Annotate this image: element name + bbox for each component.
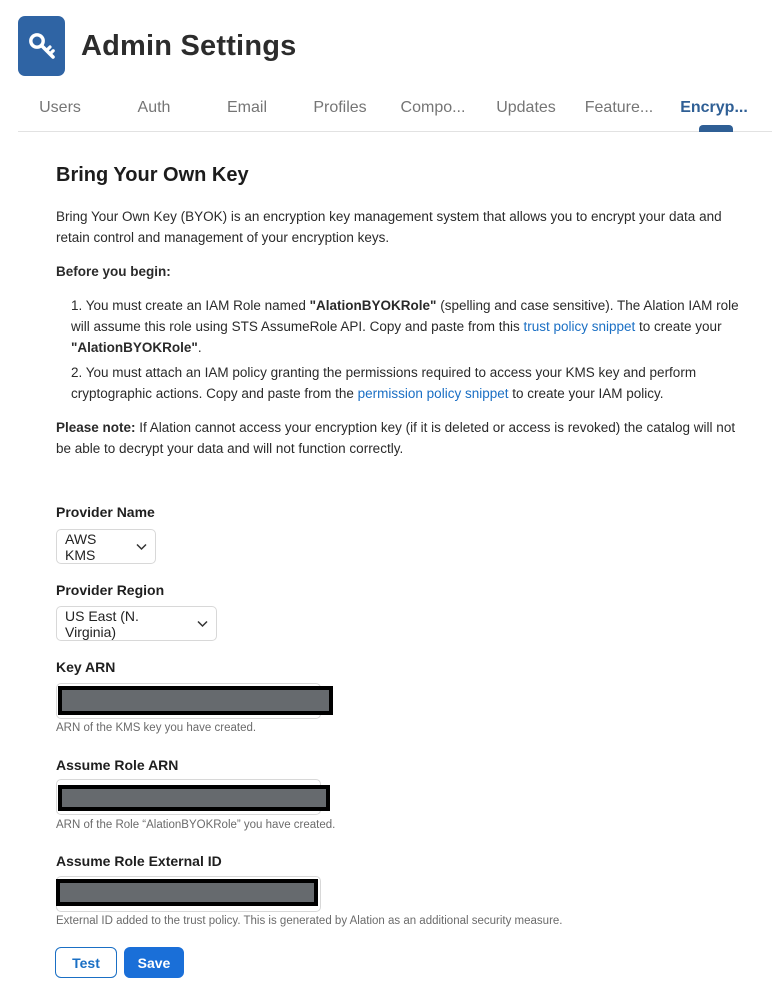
tab-encryption[interactable]: Encryp... <box>680 99 748 116</box>
intro-text: Bring Your Own Key (BYOK) is an encryption key management system that allows you to encrypt your data and retain control and management of your encryption keys. <box>56 209 722 245</box>
permission-policy-snippet-link[interactable]: permission policy snippet <box>357 386 509 401</box>
provider-region-label: Provider Region <box>56 582 165 598</box>
tab-updates[interactable]: Updates <box>496 99 556 116</box>
step-2-text <box>71 362 741 404</box>
section-title: Bring Your Own Key <box>56 164 249 186</box>
test-button[interactable]: Test <box>55 947 117 978</box>
external-id-label: Assume Role External ID <box>56 853 222 869</box>
tab-users[interactable]: Users <box>39 99 81 116</box>
before-you-begin-label: Before you begin: <box>56 264 171 279</box>
page-header <box>18 16 296 76</box>
tab-components[interactable]: Compo... <box>400 99 466 116</box>
provider-name-select[interactable] <box>56 529 156 564</box>
save-button[interactable]: Save <box>124 947 184 978</box>
chevron-down-icon <box>197 620 208 628</box>
byok-section <box>56 164 746 456</box>
please-note-text <box>56 417 736 459</box>
role-name: "AlationBYOKRole" <box>309 298 437 313</box>
note-label: Please note: <box>56 420 136 435</box>
key-arn-hint: ARN of the KMS key you have created. <box>56 722 257 734</box>
active-tab-indicator <box>699 125 733 132</box>
chevron-down-icon <box>136 543 147 551</box>
provider-name-value: AWS KMS <box>65 530 97 563</box>
key-icon <box>18 16 65 76</box>
tab-features[interactable]: Feature... <box>584 99 654 116</box>
assume-role-arn-hint: ARN of the Role “AlationBYOKRole” you have created. <box>56 819 336 831</box>
redacted-value <box>58 785 330 811</box>
step-1-part: 1. You must create an IAM Role named <box>71 298 310 313</box>
step-1-part: (spelling and case sensitive). The Alation IAM role will assume this role using STS AssumeRole API. Copy and paste from this <box>71 298 739 334</box>
provider-region-value: US East (N. Virginia) <box>65 607 139 640</box>
step-2-part: to create your IAM policy. <box>508 386 664 401</box>
redacted-value <box>56 879 318 906</box>
assume-role-arn-label: Assume Role ARN <box>56 757 179 773</box>
role-name: "AlationBYOKRole" <box>71 340 198 355</box>
redacted-value <box>58 686 333 715</box>
provider-region-select[interactable] <box>56 606 217 641</box>
trust-policy-snippet-link[interactable]: trust policy snippet <box>523 319 636 334</box>
tab-email[interactable]: Email <box>226 99 267 116</box>
page-title: Admin Settings <box>81 29 297 62</box>
note-body: If Alation cannot access your encryption key (if it is deleted or access is revoked) the catalog will not be able to decrypt your data and will not function correctly. <box>56 420 736 456</box>
tab-auth[interactable]: Auth <box>137 99 171 116</box>
provider-name-label: Provider Name <box>56 504 155 520</box>
step-1-text <box>71 295 741 358</box>
external-id-hint: External ID added to the trust policy. This is generated by Alation as an additional security measure. <box>56 915 563 927</box>
step-1-part: . <box>197 340 202 355</box>
step-1-part: to create your <box>635 319 722 334</box>
key-arn-label: Key ARN <box>56 659 116 675</box>
tab-bar <box>18 95 772 132</box>
step-2-part: 2. You must attach an IAM policy granting the permissions required to access your KMS key and perform cryptographic actions. Copy and paste from the <box>71 365 697 401</box>
tab-profiles[interactable]: Profiles <box>313 99 367 116</box>
